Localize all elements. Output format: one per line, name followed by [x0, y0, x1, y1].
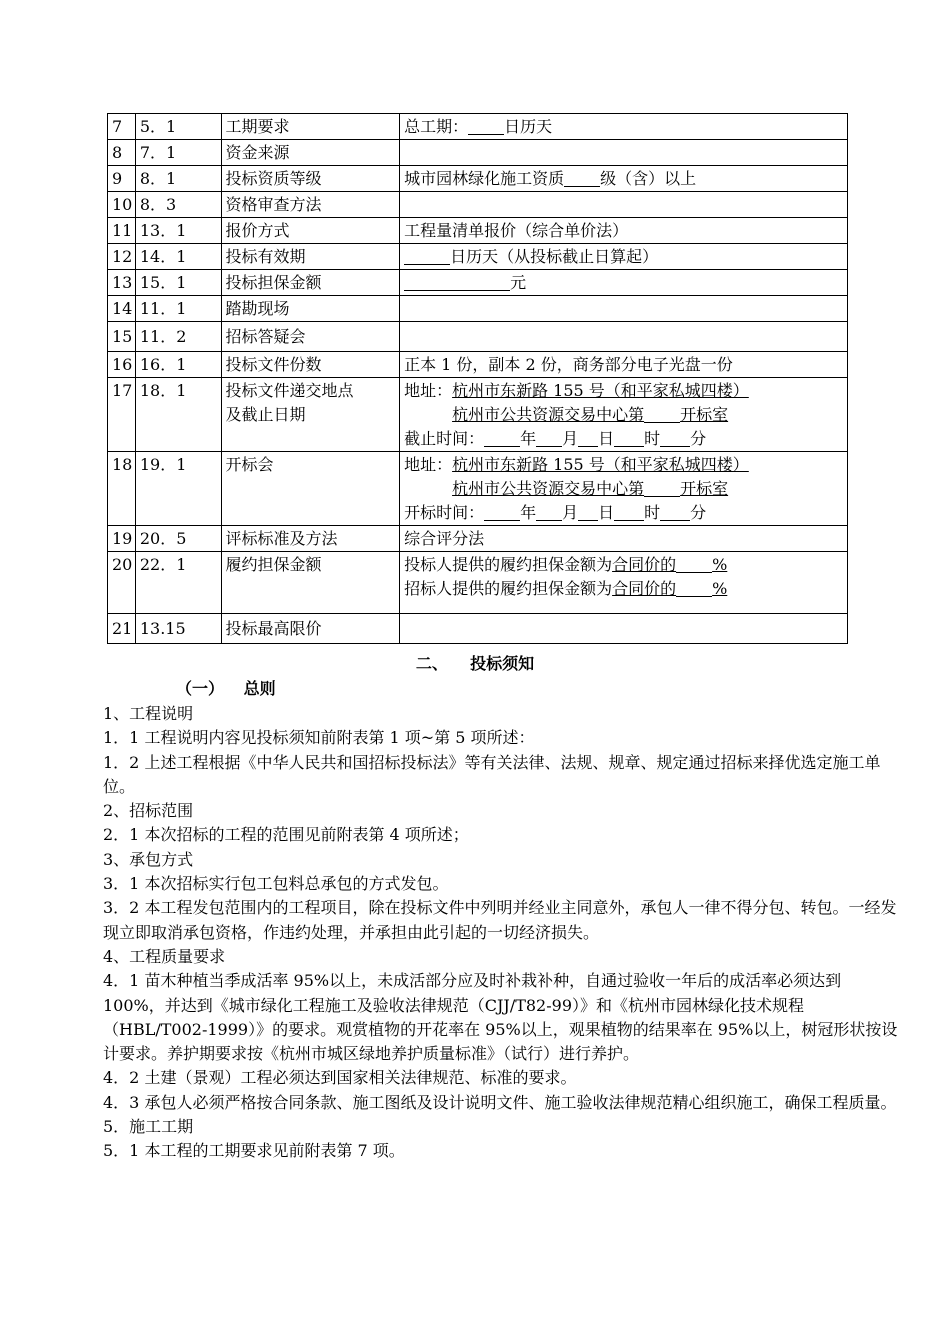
row-number: 14	[108, 296, 136, 322]
fill-in-blank	[578, 428, 598, 447]
percent-sign: %	[712, 555, 728, 574]
table-row	[108, 552, 848, 614]
table-row	[108, 322, 848, 352]
paragraph: 3．1 本次招标实行包工包料总承包的方式发包。	[103, 874, 449, 894]
clause-number: 22．1	[135, 552, 221, 614]
clause-number: 5．1	[135, 114, 221, 140]
paragraph: 5．1 本工程的工期要求见前附表第 7 项。	[103, 1141, 405, 1161]
item-name: 投标担保金额	[221, 270, 400, 296]
paragraph: 5．施工工期	[103, 1117, 194, 1137]
item-name: 投标有效期	[221, 244, 400, 270]
paragraph: 4．2 土建（景观）工程必须达到国家相关法律规范、标准的要求。	[103, 1068, 577, 1088]
content-suffix: 日历天（从投标截止日算起）	[450, 247, 659, 266]
row-number: 20	[108, 552, 136, 614]
minute-label: 分	[690, 429, 707, 448]
deadline-line	[404, 427, 843, 451]
content-suffix: 元	[510, 273, 527, 292]
clause-number: 18．1	[135, 378, 221, 452]
fill-in-blank	[660, 502, 690, 521]
month-label: 月	[562, 429, 579, 448]
item-content: 综合评分法	[400, 526, 848, 552]
contract-price-label: 合同价的	[612, 579, 677, 598]
row-number: 15	[108, 322, 136, 352]
paragraph: 1、工程说明	[103, 704, 194, 723]
item-name: 招标答疑会	[221, 322, 400, 352]
year-label: 年	[520, 503, 537, 522]
clause-number: 11．2	[135, 322, 221, 352]
row-number: 21	[108, 614, 136, 644]
bid-appendix-table	[107, 113, 848, 644]
row-number: 9	[108, 166, 136, 192]
clause-number: 15．1	[135, 270, 221, 296]
subsection-label: 总则	[243, 679, 276, 698]
clause-number: 14．1	[135, 244, 221, 270]
content-suffix: 日历天	[504, 117, 553, 136]
row-number: 11	[108, 218, 136, 244]
item-content: 正本 1 份，副本 2 份，商务部分电子光盘一份	[400, 352, 848, 378]
fill-in-blank	[404, 246, 450, 265]
row-number: 12	[108, 244, 136, 270]
fill-in-blank	[578, 502, 598, 521]
item-name: 投标文件份数	[221, 352, 400, 378]
guarantee-prefix: 招标人提供的履约担保金额为	[404, 579, 613, 598]
minute-label: 分	[690, 503, 707, 522]
row-number: 19	[108, 526, 136, 552]
item-name: 资金来源	[221, 140, 400, 166]
bidder-guarantee-line	[404, 553, 843, 577]
fill-in-blank	[614, 428, 644, 447]
table-row	[108, 218, 848, 244]
item-name: 开标会	[221, 452, 400, 526]
venue-prefix: 杭州市公共资源交易中心第	[452, 479, 645, 498]
clause-number: 20．5	[135, 526, 221, 552]
clause-number: 19．1	[135, 452, 221, 526]
item-content	[400, 114, 848, 140]
row-number: 10	[108, 192, 136, 218]
section-title: 二、 投标须知	[415, 654, 535, 673]
table-row	[108, 352, 848, 378]
item-content	[400, 322, 848, 352]
fill-in-blank	[468, 116, 504, 135]
content-suffix: 级（含）以上	[600, 169, 697, 188]
item-content	[400, 452, 848, 526]
item-content	[400, 192, 848, 218]
fill-in-blank	[536, 428, 562, 447]
contract-price-label: 合同价的	[612, 555, 677, 574]
clause-number: 13.15	[135, 614, 221, 644]
item-content	[400, 270, 848, 296]
row-number: 13	[108, 270, 136, 296]
clause-number: 13．1	[135, 218, 221, 244]
table-row	[108, 614, 848, 644]
table-row	[108, 378, 848, 452]
paragraph: 2、招标范围	[103, 801, 194, 821]
subsection-number: （一）	[176, 679, 225, 698]
venue-suffix: 开标室	[680, 405, 729, 424]
item-content	[400, 378, 848, 452]
tenderer-guarantee-line	[404, 577, 843, 601]
fill-in-blank	[564, 168, 600, 187]
address-value: 杭州市东新路 155 号（和平家私城四楼）	[452, 381, 749, 400]
table-row	[108, 270, 848, 296]
item-content	[400, 244, 848, 270]
clause-number: 8．1	[135, 166, 221, 192]
fill-in-blank	[536, 502, 562, 521]
fill-in-blank	[660, 428, 690, 447]
venue-prefix: 杭州市公共资源交易中心第	[452, 405, 645, 424]
item-name-line: 及截止日期	[225, 405, 306, 424]
item-content	[400, 166, 848, 192]
paragraph: 4．3 承包人必须严格按合同条款、施工图纸及设计说明文件、施工验收法律规范精心组织施工，确保工程质量。	[103, 1092, 897, 1112]
paragraph: 1．1 工程说明内容见投标须知前附表第 1 项~第 5 项所述：	[103, 728, 535, 748]
fill-in-blank	[484, 428, 520, 447]
time-label: 截止时间：	[404, 429, 485, 448]
table-row	[108, 114, 848, 140]
row-number: 16	[108, 352, 136, 378]
row-number: 17	[108, 378, 136, 452]
item-name-line: 投标文件递交地点	[225, 381, 354, 400]
hour-label: 时	[644, 503, 661, 522]
day-label: 日	[598, 503, 615, 522]
address-line	[404, 379, 843, 403]
table-row	[108, 166, 848, 192]
paragraph: 1．2 上述工程根据《中华人民共和国招标投标法》等有关法律、法规、规章、规定通过招标来择优选定施工单位。	[103, 752, 881, 796]
address-label: 地址：	[404, 381, 453, 400]
item-content: 工程量清单报价（综合单价法）	[400, 218, 848, 244]
row-number: 8	[108, 140, 136, 166]
table-row	[108, 452, 848, 526]
item-name: 资格审查方法	[221, 192, 400, 218]
item-content	[400, 614, 848, 644]
clause-number: 11．1	[135, 296, 221, 322]
opening-time-line	[404, 501, 843, 525]
item-name: 工期要求	[221, 114, 400, 140]
fill-in-blank	[614, 502, 644, 521]
day-label: 日	[598, 429, 615, 448]
paragraph: 3、承包方式	[103, 849, 194, 869]
subsection-title	[176, 678, 276, 700]
item-name: 踏勘现场	[221, 296, 400, 322]
table-row	[108, 140, 848, 166]
month-label: 月	[562, 503, 579, 522]
item-name: 报价方式	[221, 218, 400, 244]
fill-in-blank	[676, 578, 712, 597]
paragraph: 3．2 本工程发包范围内的工程项目，除在投标文件中列明并经业主同意外，承包人一律不得分包、转包。一经发现立即取消承包资格，作违约处理，并承担由此引起的一切经济损失。	[103, 898, 897, 942]
item-name: 投标资质等级	[221, 166, 400, 192]
fill-in-blank	[404, 272, 510, 291]
item-content	[400, 552, 848, 614]
item-name: 投标最高限价	[221, 614, 400, 644]
address-value: 杭州市东新路 155 号（和平家私城四楼）	[452, 455, 749, 474]
paragraph: 2．1 本次招标的工程的范围见前附表第 4 项所述；	[103, 825, 469, 845]
paragraph: 4、工程质量要求	[103, 946, 226, 966]
time-label: 开标时间：	[404, 503, 485, 522]
row-number: 7	[108, 114, 136, 140]
item-name	[221, 378, 400, 452]
fill-in-blank	[644, 478, 680, 497]
item-name: 履约担保金额	[221, 552, 400, 614]
venue-line	[404, 403, 843, 427]
fill-in-blank	[644, 404, 680, 423]
guarantee-prefix: 投标人提供的履约担保金额为	[404, 555, 613, 574]
fill-in-blank	[676, 554, 712, 573]
content-prefix: 总工期：	[404, 117, 469, 136]
instructions-body	[103, 702, 898, 1164]
venue-suffix: 开标室	[680, 479, 729, 498]
content-prefix: 城市园林绿化施工资质	[404, 169, 565, 188]
clause-number: 16．1	[135, 352, 221, 378]
table-row	[108, 192, 848, 218]
item-content	[400, 140, 848, 166]
year-label: 年	[520, 429, 537, 448]
clause-number: 8．3	[135, 192, 221, 218]
item-content	[400, 296, 848, 322]
row-number: 18	[108, 452, 136, 526]
item-name: 评标标准及方法	[221, 526, 400, 552]
paragraph: 4．1 苗木种植当季成活率 95%以上，未成活部分应及时补栽补种，自通过验收一年后的成活率必须达到 100%，并达到《城市绿化工程施工及验收法律规范（CJJ/T82-99）》和《杭州市园林绿化技术规程（HBL/T002-1999）》的要求。观赏植物的开花率在 95%以上，观果植物的结果率在 95%以上，树冠形状按设计要求。养护期要求按《杭州市城区绿地养护质量标准》（试行）进行养护。	[103, 971, 898, 1064]
table-row	[108, 526, 848, 552]
venue-line	[404, 477, 843, 501]
hour-label: 时	[644, 429, 661, 448]
table-row	[108, 244, 848, 270]
address-label: 地址：	[404, 455, 453, 474]
fill-in-blank	[484, 502, 520, 521]
address-line	[404, 453, 843, 477]
clause-number: 7．1	[135, 140, 221, 166]
percent-sign: %	[712, 579, 728, 598]
table-row	[108, 296, 848, 322]
